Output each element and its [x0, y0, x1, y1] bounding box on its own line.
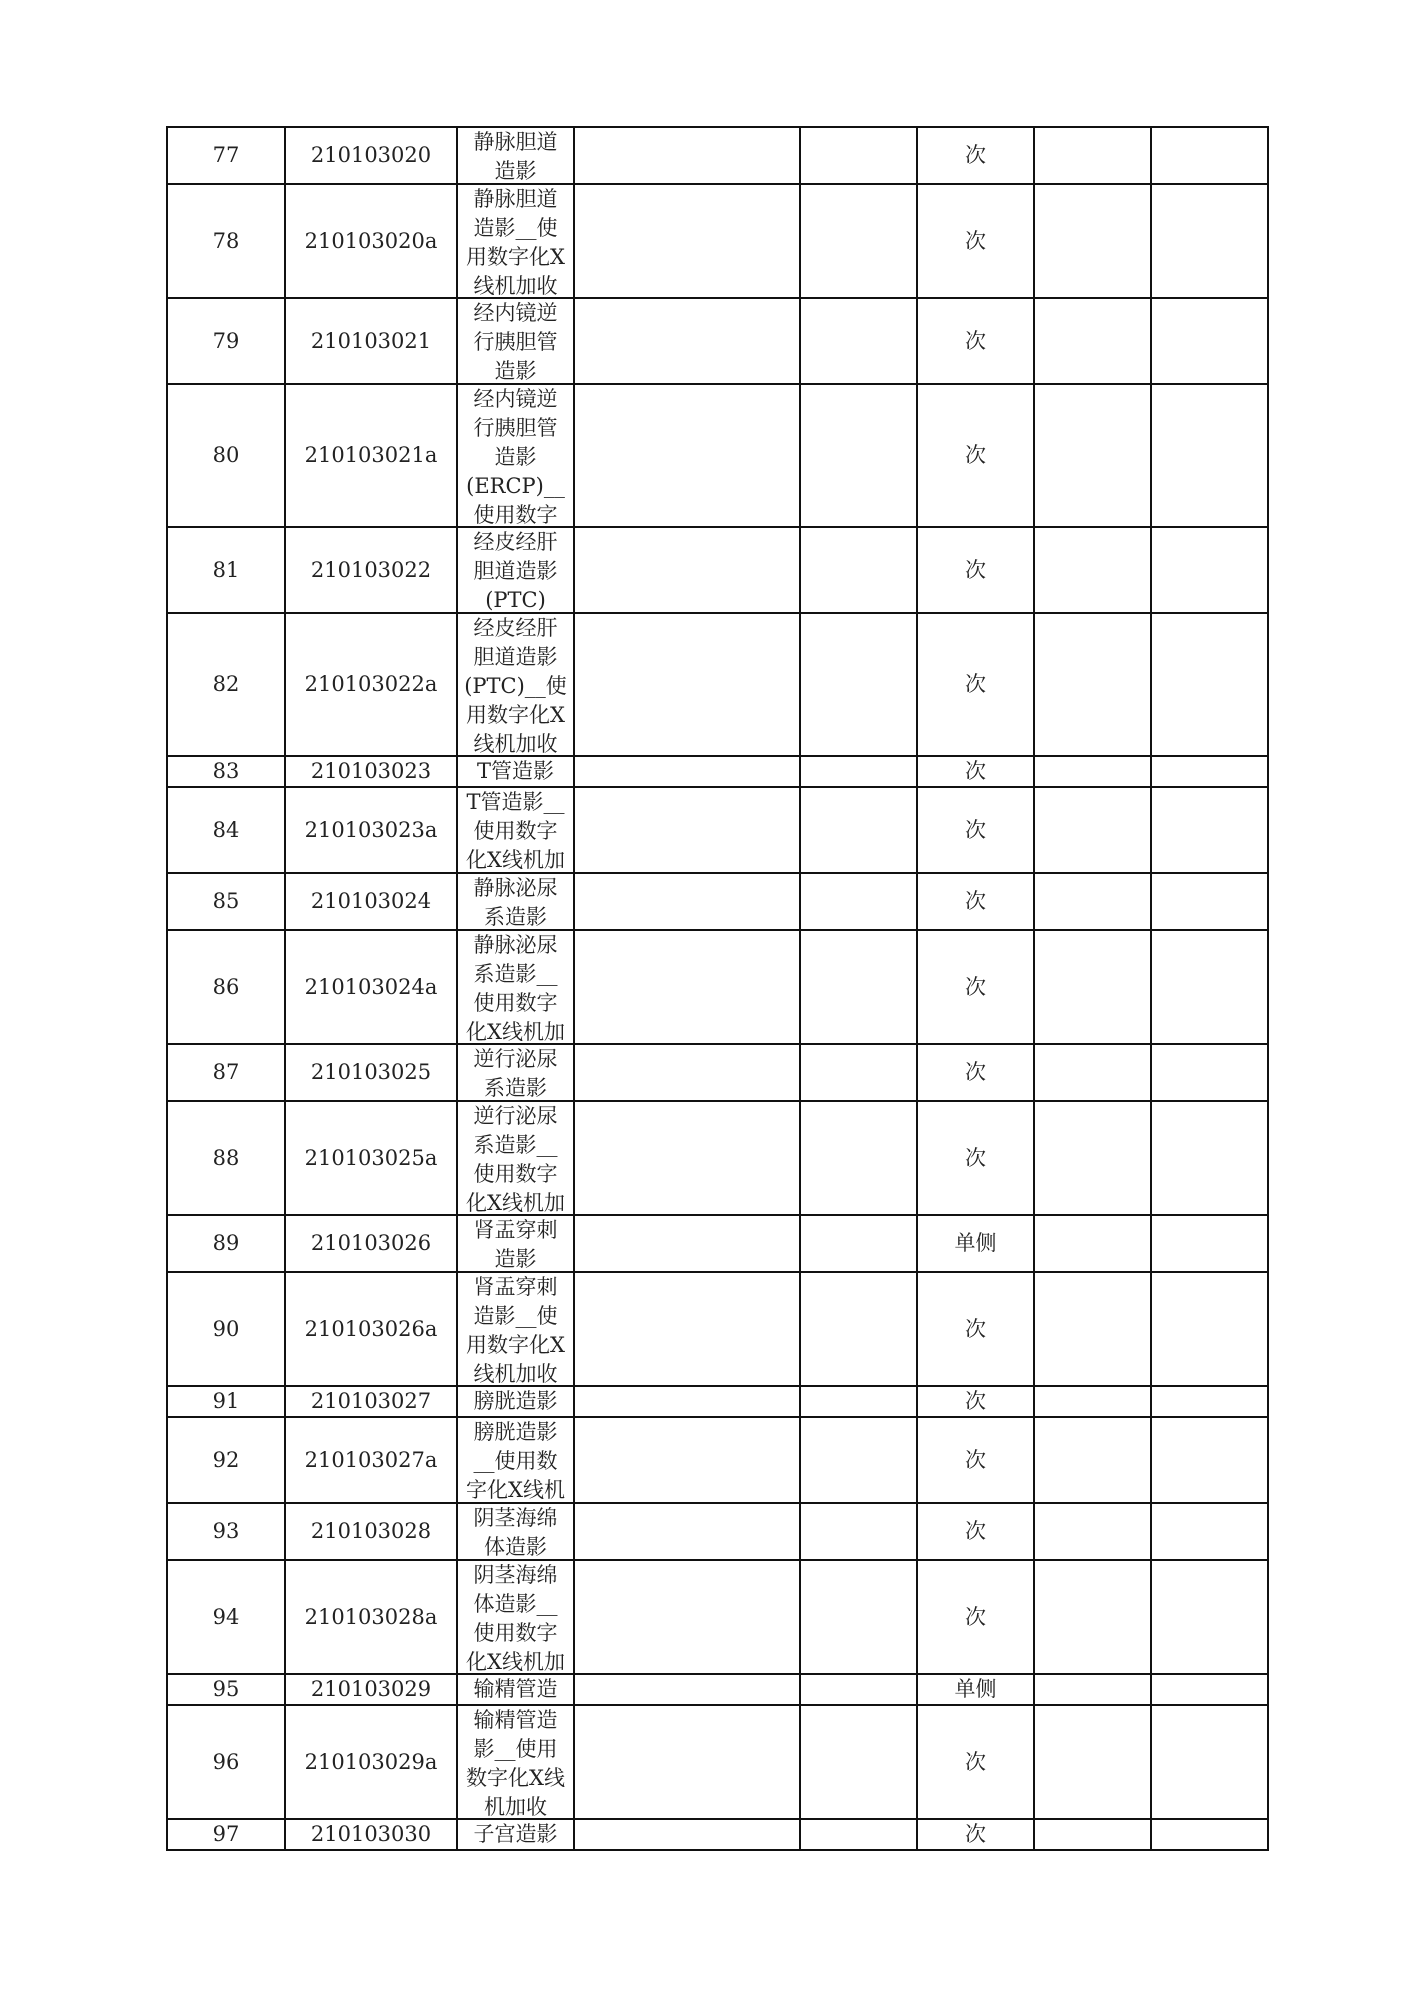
blank-cell	[800, 1819, 917, 1850]
blank-cell	[574, 1272, 800, 1386]
blank-cell	[1034, 756, 1151, 787]
unit-cell: 次	[917, 127, 1034, 184]
blank-cell	[574, 930, 800, 1044]
item-name-text: 肾盂穿刺 造影	[473, 1218, 558, 1271]
item-name-text: 膀胱造影	[473, 1389, 558, 1413]
item-name-text: 静脉泌尿 系造影__ 使用数字 化X线机加	[466, 933, 565, 1043]
blank-cell	[574, 127, 800, 184]
item-name	[457, 127, 574, 184]
unit-cell: 单侧	[917, 1674, 1034, 1705]
blank-cell	[1034, 1503, 1151, 1560]
table-row	[167, 1705, 1268, 1819]
item-name-text: 经皮经肝 胆道造影 (PTC)__使 用数字化X 线机加收	[464, 616, 567, 755]
unit-cell: 次	[917, 1386, 1034, 1417]
unit-cell: 次	[917, 1819, 1034, 1850]
table-row	[167, 1819, 1268, 1850]
blank-cell	[574, 1101, 800, 1215]
blank-cell	[1151, 613, 1268, 756]
item-code: 210103020a	[285, 184, 457, 298]
unit-cell: 次	[917, 1044, 1034, 1101]
row-number: 89	[167, 1215, 285, 1272]
item-name-text: 经皮经肝 胆道造影 (PTC)	[473, 530, 558, 612]
table-row	[167, 930, 1268, 1044]
row-number: 77	[167, 127, 285, 184]
item-name-text: 经内镜逆 行胰胆管 造影 (ERCP)__ 使用数字	[466, 387, 565, 526]
item-name-text: 逆行泌尿 系造影	[473, 1047, 558, 1100]
blank-cell	[1034, 1101, 1151, 1215]
blank-cell	[1151, 1705, 1268, 1819]
unit-cell: 次	[917, 527, 1034, 613]
row-number: 85	[167, 873, 285, 930]
unit-cell: 次	[917, 298, 1034, 384]
item-name	[457, 1417, 574, 1503]
unit-cell: 次	[917, 384, 1034, 527]
item-name	[457, 1674, 574, 1705]
row-number: 88	[167, 1101, 285, 1215]
item-code: 210103020	[285, 127, 457, 184]
blank-cell	[1151, 1560, 1268, 1674]
unit-cell: 次	[917, 1101, 1034, 1215]
item-name-text: 逆行泌尿 系造影__ 使用数字 化X线机加	[466, 1104, 565, 1214]
blank-cell	[1151, 930, 1268, 1044]
blank-cell	[1034, 1044, 1151, 1101]
blank-cell	[1034, 1560, 1151, 1674]
item-name-text: T管造影	[476, 759, 554, 783]
blank-cell	[1151, 527, 1268, 613]
blank-cell	[1034, 613, 1151, 756]
item-code: 210103023	[285, 756, 457, 787]
item-name	[457, 527, 574, 613]
item-code: 210103024	[285, 873, 457, 930]
blank-cell	[574, 384, 800, 527]
item-code: 210103025a	[285, 1101, 457, 1215]
blank-cell	[574, 1503, 800, 1560]
table-row	[167, 127, 1268, 184]
row-number: 82	[167, 613, 285, 756]
item-name-text: T管造影__ 使用数字 化X线机加	[466, 790, 565, 872]
item-name-text: 静脉胆道 造影__使 用数字化X 线机加收	[466, 187, 565, 297]
blank-cell	[574, 1819, 800, 1850]
blank-cell	[800, 930, 917, 1044]
item-code: 210103025	[285, 1044, 457, 1101]
item-name-text: 阴茎海绵 体造影	[473, 1506, 558, 1559]
unit-cell: 次	[917, 613, 1034, 756]
blank-cell	[1151, 1819, 1268, 1850]
item-name	[457, 1044, 574, 1101]
row-number: 84	[167, 787, 285, 873]
blank-cell	[1034, 527, 1151, 613]
row-number: 79	[167, 298, 285, 384]
blank-cell	[574, 298, 800, 384]
unit-cell: 次	[917, 1417, 1034, 1503]
item-code: 210103021a	[285, 384, 457, 527]
blank-cell	[800, 1503, 917, 1560]
table-row	[167, 1101, 1268, 1215]
blank-cell	[1034, 873, 1151, 930]
table-row	[167, 1044, 1268, 1101]
blank-cell	[800, 873, 917, 930]
item-name	[457, 1101, 574, 1215]
item-name	[457, 298, 574, 384]
item-name-text: 输精管造 影__使用 数字化X线 机加收	[466, 1708, 565, 1818]
item-name-text: 静脉泌尿 系造影	[473, 876, 558, 929]
blank-cell	[800, 1044, 917, 1101]
item-code: 210103030	[285, 1819, 457, 1850]
blank-cell	[574, 1215, 800, 1272]
blank-cell	[1034, 1417, 1151, 1503]
price-table	[166, 126, 1269, 1851]
item-name	[457, 613, 574, 756]
blank-cell	[1151, 756, 1268, 787]
item-name	[457, 1215, 574, 1272]
blank-cell	[574, 1560, 800, 1674]
table-row	[167, 1272, 1268, 1386]
item-name	[457, 384, 574, 527]
item-name	[457, 930, 574, 1044]
blank-cell	[800, 1560, 917, 1674]
item-name	[457, 1386, 574, 1417]
row-number: 93	[167, 1503, 285, 1560]
blank-cell	[1151, 1386, 1268, 1417]
table-row	[167, 527, 1268, 613]
row-number: 96	[167, 1705, 285, 1819]
item-code: 210103029a	[285, 1705, 457, 1819]
table-row	[167, 384, 1268, 527]
row-number: 81	[167, 527, 285, 613]
row-number: 97	[167, 1819, 285, 1850]
blank-cell	[1034, 1272, 1151, 1386]
item-code: 210103027	[285, 1386, 457, 1417]
table-row	[167, 1386, 1268, 1417]
item-name-text: 静脉胆道 造影	[473, 130, 558, 183]
table-row	[167, 298, 1268, 384]
item-name	[457, 184, 574, 298]
blank-cell	[1151, 127, 1268, 184]
unit-cell: 次	[917, 1272, 1034, 1386]
item-name	[457, 1560, 574, 1674]
blank-cell	[1034, 1819, 1151, 1850]
row-number: 94	[167, 1560, 285, 1674]
item-name-text: 输精管造	[473, 1677, 558, 1701]
blank-cell	[1151, 384, 1268, 527]
blank-cell	[574, 873, 800, 930]
item-code: 210103023a	[285, 787, 457, 873]
blank-cell	[1034, 184, 1151, 298]
blank-cell	[1151, 1215, 1268, 1272]
item-name-text: 经内镜逆 行胰胆管 造影	[473, 301, 558, 383]
table-row	[167, 787, 1268, 873]
table-row	[167, 613, 1268, 756]
blank-cell	[574, 756, 800, 787]
blank-cell	[1151, 1044, 1268, 1101]
blank-cell	[1034, 930, 1151, 1044]
blank-cell	[1151, 1101, 1268, 1215]
blank-cell	[800, 298, 917, 384]
blank-cell	[800, 1386, 917, 1417]
row-number: 92	[167, 1417, 285, 1503]
blank-cell	[800, 1101, 917, 1215]
item-code: 210103028a	[285, 1560, 457, 1674]
item-name	[457, 1503, 574, 1560]
row-number: 95	[167, 1674, 285, 1705]
blank-cell	[1151, 1503, 1268, 1560]
blank-cell	[1034, 1386, 1151, 1417]
row-number: 80	[167, 384, 285, 527]
blank-cell	[1034, 384, 1151, 527]
blank-cell	[800, 1215, 917, 1272]
blank-cell	[574, 1674, 800, 1705]
blank-cell	[800, 613, 917, 756]
item-name	[457, 1272, 574, 1386]
item-code: 210103024a	[285, 930, 457, 1044]
item-code: 210103022	[285, 527, 457, 613]
blank-cell	[800, 384, 917, 527]
item-name-text: 肾盂穿刺 造影__使 用数字化X 线机加收	[466, 1275, 565, 1385]
blank-cell	[574, 613, 800, 756]
blank-cell	[1034, 127, 1151, 184]
item-name-text: 子宫造影	[473, 1822, 558, 1846]
blank-cell	[1034, 1674, 1151, 1705]
blank-cell	[1151, 1417, 1268, 1503]
table-row	[167, 1417, 1268, 1503]
blank-cell	[574, 1044, 800, 1101]
blank-cell	[1151, 298, 1268, 384]
table-row	[167, 184, 1268, 298]
table-row	[167, 756, 1268, 787]
table-row	[167, 1674, 1268, 1705]
item-name	[457, 787, 574, 873]
blank-cell	[1034, 1215, 1151, 1272]
unit-cell: 次	[917, 1560, 1034, 1674]
row-number: 78	[167, 184, 285, 298]
blank-cell	[574, 787, 800, 873]
item-name-text: 阴茎海绵 体造影__ 使用数字 化X线机加	[466, 1563, 565, 1673]
row-number: 86	[167, 930, 285, 1044]
blank-cell	[800, 1705, 917, 1819]
blank-cell	[800, 1674, 917, 1705]
item-code: 210103027a	[285, 1417, 457, 1503]
blank-cell	[1034, 298, 1151, 384]
unit-cell: 次	[917, 756, 1034, 787]
blank-cell	[800, 756, 917, 787]
item-code: 210103028	[285, 1503, 457, 1560]
unit-cell: 次	[917, 873, 1034, 930]
blank-cell	[1151, 787, 1268, 873]
item-name	[457, 873, 574, 930]
blank-cell	[574, 1386, 800, 1417]
blank-cell	[1151, 184, 1268, 298]
unit-cell: 次	[917, 184, 1034, 298]
item-code: 210103026	[285, 1215, 457, 1272]
blank-cell	[1034, 787, 1151, 873]
row-number: 90	[167, 1272, 285, 1386]
item-code: 210103021	[285, 298, 457, 384]
blank-cell	[1034, 1705, 1151, 1819]
table-row	[167, 1560, 1268, 1674]
table-row	[167, 873, 1268, 930]
unit-cell: 次	[917, 930, 1034, 1044]
unit-cell: 单侧	[917, 1215, 1034, 1272]
row-number: 87	[167, 1044, 285, 1101]
item-code: 210103029	[285, 1674, 457, 1705]
item-name	[457, 1819, 574, 1850]
table-row	[167, 1215, 1268, 1272]
blank-cell	[1151, 1674, 1268, 1705]
unit-cell: 次	[917, 1705, 1034, 1819]
unit-cell: 次	[917, 787, 1034, 873]
blank-cell	[800, 1417, 917, 1503]
blank-cell	[800, 1272, 917, 1386]
blank-cell	[1151, 873, 1268, 930]
blank-cell	[1151, 1272, 1268, 1386]
item-name	[457, 756, 574, 787]
row-number: 91	[167, 1386, 285, 1417]
item-code: 210103022a	[285, 613, 457, 756]
blank-cell	[800, 527, 917, 613]
blank-cell	[800, 127, 917, 184]
row-number: 83	[167, 756, 285, 787]
table-row	[167, 1503, 1268, 1560]
blank-cell	[574, 527, 800, 613]
unit-cell: 次	[917, 1503, 1034, 1560]
blank-cell	[574, 184, 800, 298]
item-code: 210103026a	[285, 1272, 457, 1386]
item-name-text: 膀胱造影 __使用数 字化X线机	[466, 1420, 565, 1502]
blank-cell	[800, 184, 917, 298]
blank-cell	[574, 1417, 800, 1503]
blank-cell	[800, 787, 917, 873]
item-name	[457, 1705, 574, 1819]
blank-cell	[574, 1705, 800, 1819]
